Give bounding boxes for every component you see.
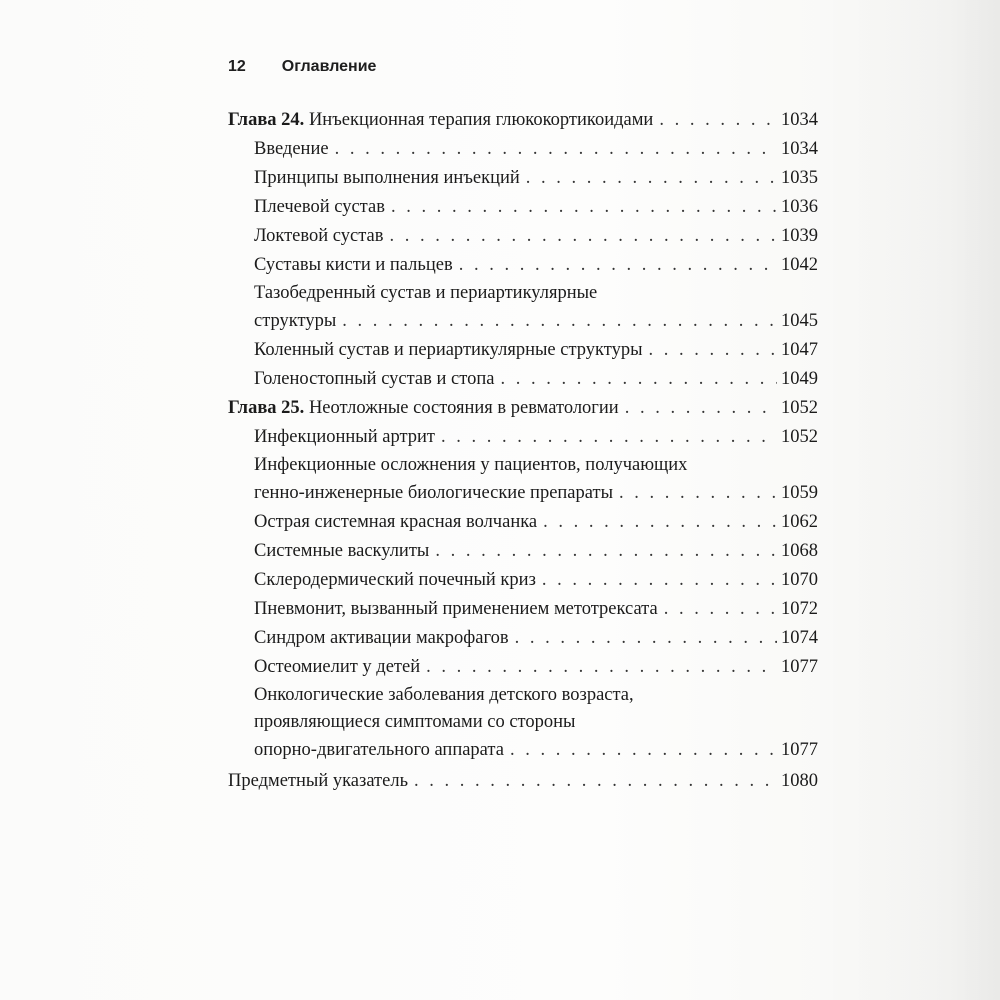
dot-leader — [526, 164, 777, 193]
page-ref: 1077 — [781, 740, 818, 760]
toc-item[interactable] — [228, 222, 818, 251]
chapter-label: Глава 24. — [228, 110, 305, 130]
page-ref: 1047 — [781, 340, 818, 360]
item-title: Склеродермический почечный криз — [254, 570, 536, 590]
item-title-line1: Тазобедренный сустав и периартикулярные — [254, 283, 598, 303]
chapter-title: Инъекционная терапия глюкокортикоидами — [308, 110, 654, 130]
page-ref: 1036 — [781, 197, 818, 217]
page-ref: 1052 — [781, 427, 818, 447]
dot-leader — [414, 767, 777, 796]
chapter-title: Неотложные состояния в ревматологии — [308, 398, 619, 418]
toc-item[interactable] — [228, 135, 818, 164]
item-title: Пневмонит, вызванный применением метотрексата — [254, 599, 658, 619]
dot-leader — [342, 307, 777, 336]
item-title-line1: Инфекционные осложнения у пациентов, получающих — [254, 455, 688, 475]
item-title: Остеомиелит у детей — [254, 657, 421, 677]
dot-leader — [391, 193, 777, 222]
toc-item[interactable] — [228, 423, 818, 452]
toc-item[interactable] — [228, 251, 818, 280]
item-title-line1: Онкологические заболевания детского возраста, — [254, 685, 634, 705]
table-of-contents — [228, 106, 818, 796]
page-ref: 1039 — [781, 226, 818, 246]
dot-leader — [459, 251, 777, 280]
page-ref: 1080 — [781, 771, 818, 791]
page-ref: 1059 — [781, 483, 818, 503]
dot-leader — [664, 595, 777, 624]
dot-leader — [441, 423, 777, 452]
dot-leader — [542, 566, 777, 595]
item-title: Синдром активации макрофагов — [254, 628, 509, 648]
page-ref: 1072 — [781, 599, 818, 619]
page-ref: 1034 — [781, 139, 818, 159]
dot-leader — [619, 479, 777, 508]
item-title-line2: генно-инженерные биологические препараты — [254, 483, 614, 503]
toc-item[interactable] — [228, 365, 818, 394]
toc-item-line1[interactable] — [228, 452, 818, 479]
page-ref: 1035 — [781, 168, 818, 188]
toc-item[interactable] — [228, 164, 818, 193]
item-title: Суставы кисти и пальцев — [254, 255, 453, 275]
dot-leader — [426, 653, 777, 682]
toc-item[interactable] — [228, 595, 818, 624]
dot-leader — [389, 222, 777, 251]
toc-item-line2[interactable] — [228, 709, 818, 736]
page-ref: 1034 — [781, 110, 818, 130]
toc-item[interactable] — [228, 193, 818, 222]
item-title-line2: структуры — [254, 311, 337, 331]
item-title-line3: опорно-двигательного аппарата — [254, 740, 504, 760]
toc-item[interactable] — [228, 307, 818, 336]
page-number: 12 — [228, 58, 246, 75]
page-ref: 1045 — [781, 311, 818, 331]
dot-leader — [649, 336, 777, 365]
dot-leader — [335, 135, 777, 164]
toc-item[interactable] — [228, 653, 818, 682]
dot-leader — [625, 394, 777, 423]
page-ref: 1042 — [781, 255, 818, 275]
page-ref: 1068 — [781, 541, 818, 561]
page-ref: 1062 — [781, 512, 818, 532]
item-title-line2: проявляющиеся симптомами со стороны — [254, 712, 576, 732]
item-title: Инфекционный артрит — [254, 427, 436, 447]
toc-item[interactable] — [228, 479, 818, 508]
toc-item[interactable] — [228, 336, 818, 365]
dot-leader — [515, 624, 777, 653]
toc-item[interactable] — [228, 624, 818, 653]
toc-index[interactable] — [228, 767, 818, 796]
toc-item[interactable] — [228, 537, 818, 566]
page-ref: 1070 — [781, 570, 818, 590]
page-ref: 1052 — [781, 398, 818, 418]
item-title: Острая системная красная волчанка — [254, 512, 538, 532]
dot-leader — [500, 365, 777, 394]
page-ref: 1074 — [781, 628, 818, 648]
toc-chapter-24[interactable] — [228, 106, 818, 135]
dot-leader — [435, 537, 777, 566]
running-header — [228, 58, 376, 76]
toc-item-line1[interactable] — [228, 682, 818, 709]
item-title: Принципы выполнения инъекций — [254, 168, 520, 188]
index-title: Предметный указатель — [228, 771, 409, 791]
item-title: Локтевой сустав — [254, 226, 384, 246]
chapter-label: Глава 25. — [228, 398, 305, 418]
page-ref: 1049 — [781, 369, 818, 389]
page-shadow — [820, 0, 1000, 1000]
toc-item[interactable] — [228, 736, 818, 765]
item-title: Голеностопный сустав и стопа — [254, 369, 495, 389]
dot-leader — [543, 508, 777, 537]
item-title: Коленный сустав и периартикулярные структуры — [254, 340, 643, 360]
toc-item[interactable] — [228, 566, 818, 595]
toc-chapter-25[interactable] — [228, 394, 818, 423]
item-title: Введение — [254, 139, 329, 159]
item-title: Плечевой сустав — [254, 197, 385, 217]
item-title: Системные васкулиты — [254, 541, 430, 561]
page-ref: 1077 — [781, 657, 818, 677]
toc-item[interactable] — [228, 508, 818, 537]
toc-item-line1[interactable] — [228, 280, 818, 307]
dot-leader — [510, 736, 777, 765]
section-title: Оглавление — [281, 58, 377, 75]
dot-leader — [659, 106, 777, 135]
